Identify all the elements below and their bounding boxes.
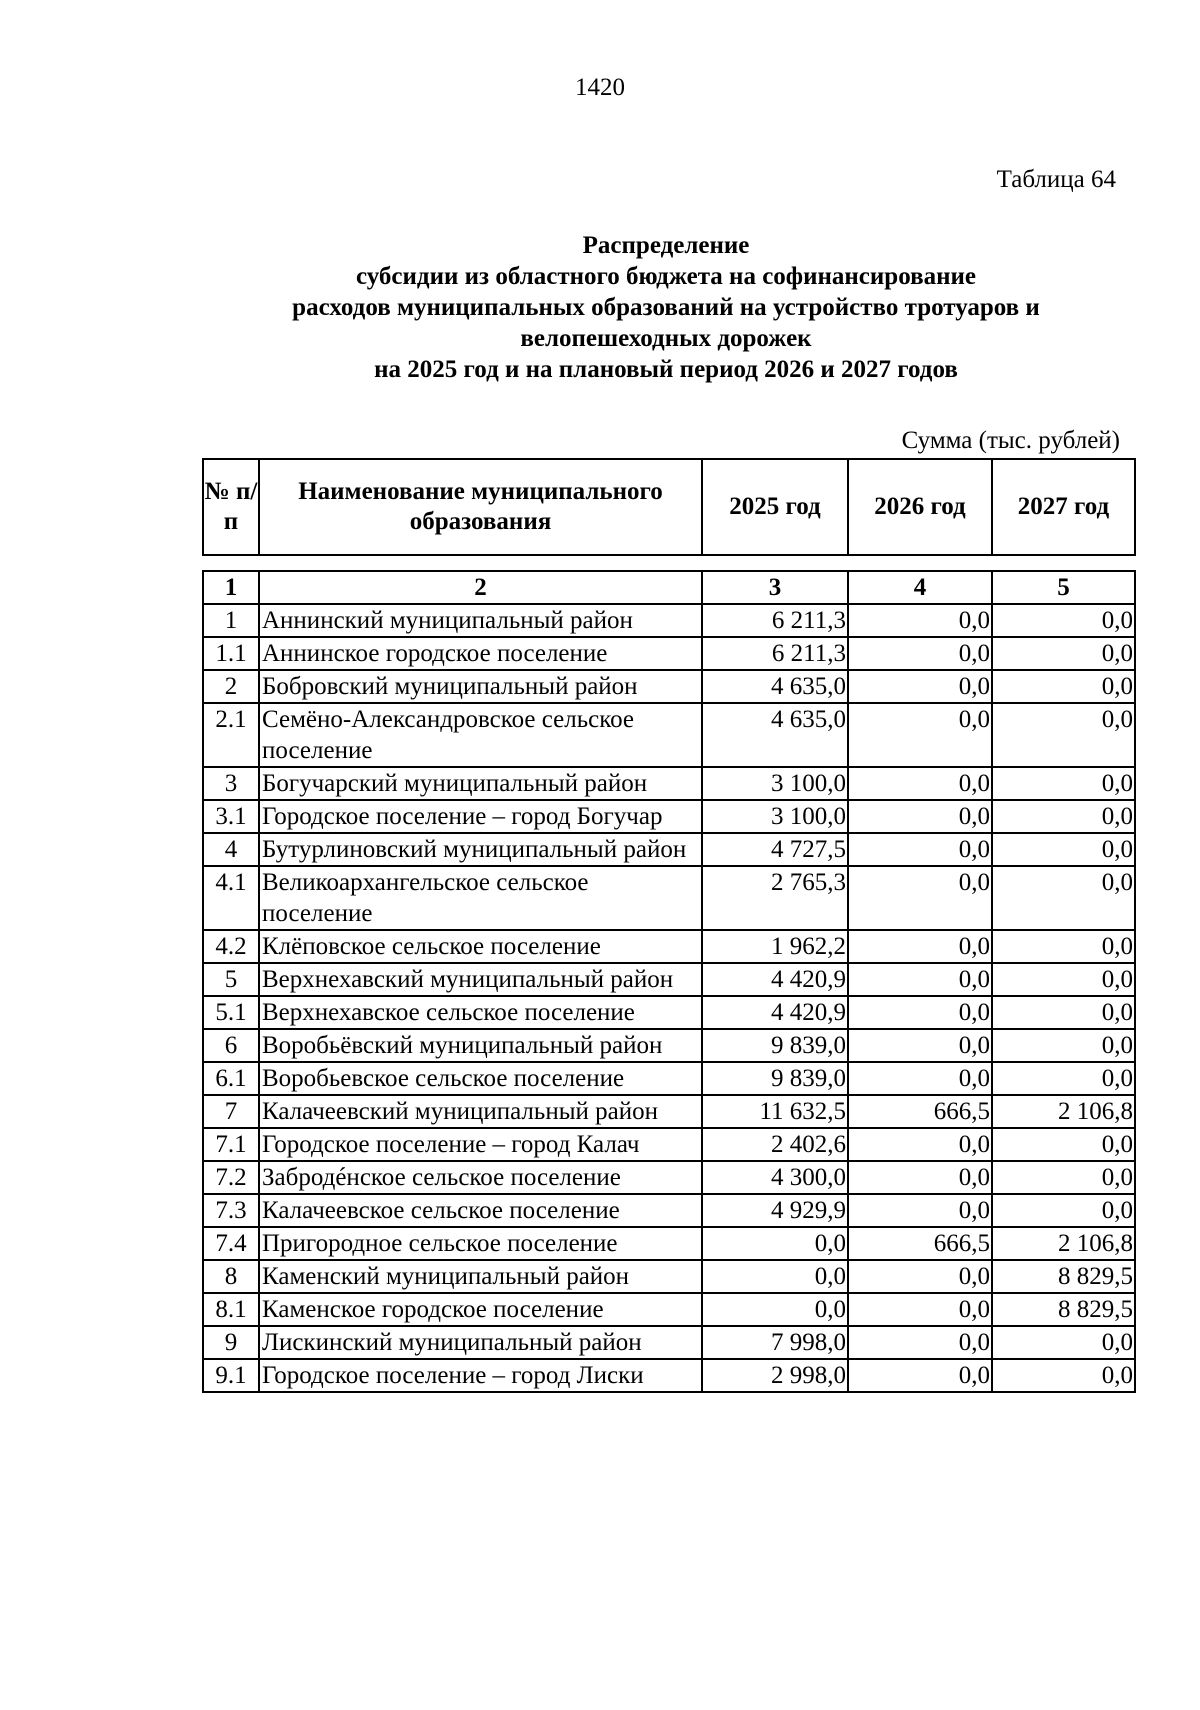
municipality-name: Лискинский муниципальный район (259, 1326, 702, 1359)
value-2027: 2 106,8 (992, 1227, 1135, 1260)
table-row (203, 1194, 1135, 1227)
value-2026: 0,0 (848, 670, 992, 703)
value-2027: 0,0 (992, 1326, 1135, 1359)
value-2027: 0,0 (992, 866, 1135, 930)
municipality-name: Верхнехавский муниципальный район (259, 963, 702, 996)
value-2027: 0,0 (992, 1128, 1135, 1161)
header-2025: 2025 год (702, 459, 848, 555)
municipality-name: Пригородное сельское поселение (259, 1227, 702, 1260)
value-2026: 0,0 (848, 767, 992, 800)
municipality-name: Городское поселение – город Калач (259, 1128, 702, 1161)
row-number: 6 (203, 1029, 259, 1062)
value-2025: 4 635,0 (702, 703, 848, 767)
value-2026: 0,0 (848, 833, 992, 866)
value-2025: 6 211,3 (702, 637, 848, 670)
row-number: 5 (203, 963, 259, 996)
value-2026: 0,0 (848, 1359, 992, 1392)
table-row (203, 604, 1135, 637)
municipality-name: Городское поселение – город Лиски (259, 1359, 702, 1392)
value-2027: 8 829,5 (992, 1293, 1135, 1326)
row-number: 7.4 (203, 1227, 259, 1260)
value-2025: 3 100,0 (702, 767, 848, 800)
title-line: Распределение (582, 232, 750, 259)
header-name: Наименование муниципального образования (259, 459, 702, 555)
value-2026: 0,0 (848, 1161, 992, 1194)
value-2026: 666,5 (848, 1095, 992, 1128)
row-number: 6.1 (203, 1062, 259, 1095)
value-2027: 8 829,5 (992, 1260, 1135, 1293)
municipality-name: Калачеевское сельское поселение (259, 1194, 702, 1227)
value-2025: 4 300,0 (702, 1161, 848, 1194)
value-2025: 0,0 (702, 1293, 848, 1326)
table-row (203, 1227, 1135, 1260)
value-2025: 0,0 (702, 1260, 848, 1293)
value-2026: 0,0 (848, 1128, 992, 1161)
table-row (203, 1260, 1135, 1293)
municipality-name: Аннинское городское поселение (259, 637, 702, 670)
value-2026: 0,0 (848, 963, 992, 996)
value-2027: 0,0 (992, 930, 1135, 963)
value-2026: 0,0 (848, 800, 992, 833)
table-label: Таблица 64 (996, 166, 1116, 193)
value-2025: 11 632,5 (702, 1095, 848, 1128)
value-2026: 0,0 (848, 1194, 992, 1227)
value-2027: 0,0 (992, 1161, 1135, 1194)
municipality-name: Аннинский муниципальный район (259, 604, 702, 637)
row-number: 4.1 (203, 866, 259, 930)
table-row (203, 866, 1135, 930)
title-line: расходов муниципальных образований на устройство тротуаров и (292, 294, 1040, 321)
header-2027: 2027 год (992, 459, 1135, 555)
table-row (203, 1161, 1135, 1194)
municipality-name: Бобровский муниципальный район (259, 670, 702, 703)
table-row (203, 833, 1135, 866)
row-number: 4.2 (203, 930, 259, 963)
column-index: 4 (848, 571, 992, 604)
table-row (203, 996, 1135, 1029)
table-row (203, 930, 1135, 963)
row-number: 1.1 (203, 637, 259, 670)
municipality-name: Бутурлиновский муниципальный район (259, 833, 702, 866)
row-number: 5.1 (203, 996, 259, 1029)
table-row (203, 637, 1135, 670)
municipality-name: Воробьёвский муниципальный район (259, 1029, 702, 1062)
value-2027: 0,0 (992, 800, 1135, 833)
value-2025: 4 929,9 (702, 1194, 848, 1227)
value-2026: 0,0 (848, 1062, 992, 1095)
row-number: 7 (203, 1095, 259, 1128)
table-row (203, 703, 1135, 767)
value-2025: 2 765,3 (702, 866, 848, 930)
value-2027: 0,0 (992, 637, 1135, 670)
units-label: Сумма (тыс. рублей) (901, 427, 1120, 454)
municipality-name: Семёно-Александровское сельское поселение (259, 703, 702, 767)
table-row (203, 1095, 1135, 1128)
header-2026: 2026 год (848, 459, 992, 555)
value-2025: 7 998,0 (702, 1326, 848, 1359)
value-2025: 4 420,9 (702, 996, 848, 1029)
table-row (203, 963, 1135, 996)
municipality-name: Великоархангельское сельское поселение (259, 866, 702, 930)
value-2027: 0,0 (992, 703, 1135, 767)
value-2026: 0,0 (848, 1029, 992, 1062)
value-2027: 0,0 (992, 833, 1135, 866)
value-2027: 0,0 (992, 1062, 1135, 1095)
value-2027: 0,0 (992, 963, 1135, 996)
table-row (203, 1128, 1135, 1161)
value-2026: 0,0 (848, 1260, 992, 1293)
value-2025: 0,0 (702, 1227, 848, 1260)
value-2026: 0,0 (848, 1293, 992, 1326)
value-2025: 1 962,2 (702, 930, 848, 963)
title-line: велопешеходных дорожек (520, 325, 812, 352)
value-2026: 0,0 (848, 703, 992, 767)
row-number: 9 (203, 1326, 259, 1359)
row-number: 7.1 (203, 1128, 259, 1161)
row-number: 8.1 (203, 1293, 259, 1326)
value-2027: 0,0 (992, 670, 1135, 703)
value-2027: 0,0 (992, 604, 1135, 637)
value-2026: 666,5 (848, 1227, 992, 1260)
row-number: 9.1 (203, 1359, 259, 1392)
header-num: № п/п (203, 459, 259, 555)
table-row (203, 767, 1135, 800)
value-2027: 0,0 (992, 1029, 1135, 1062)
table-row (203, 1062, 1135, 1095)
document-title (0, 230, 1200, 385)
municipality-name: Воробьевское сельское поселение (259, 1062, 702, 1095)
row-number: 1 (203, 604, 259, 637)
row-number: 3.1 (203, 800, 259, 833)
column-index-row (203, 571, 1135, 604)
municipality-name: Богучарский муниципальный район (259, 767, 702, 800)
value-2025: 2 402,6 (702, 1128, 848, 1161)
table-row (203, 1029, 1135, 1062)
value-2025: 4 635,0 (702, 670, 848, 703)
row-number: 4 (203, 833, 259, 866)
table-row (203, 1326, 1135, 1359)
row-number: 2 (203, 670, 259, 703)
row-number: 8 (203, 1260, 259, 1293)
municipality-name: Верхнехавское сельское поселение (259, 996, 702, 1029)
value-2026: 0,0 (848, 604, 992, 637)
value-2025: 9 839,0 (702, 1062, 848, 1095)
value-2025: 4 420,9 (702, 963, 848, 996)
table-row (203, 1359, 1135, 1392)
municipality-name: Городское поселение – город Богучар (259, 800, 702, 833)
row-number: 7.3 (203, 1194, 259, 1227)
municipality-name: Забродéнское сельское поселение (259, 1161, 702, 1194)
row-number: 2.1 (203, 703, 259, 767)
value-2025: 9 839,0 (702, 1029, 848, 1062)
municipality-name: Калачеевский муниципальный район (259, 1095, 702, 1128)
title-line: на 2025 год и на плановый период 2026 и 2027 годов (374, 356, 958, 383)
row-number: 3 (203, 767, 259, 800)
value-2027: 2 106,8 (992, 1095, 1135, 1128)
value-2027: 0,0 (992, 767, 1135, 800)
table-row (203, 670, 1135, 703)
page-number: 1420 (575, 74, 625, 101)
column-index: 5 (992, 571, 1135, 604)
value-2025: 2 998,0 (702, 1359, 848, 1392)
table-header (202, 458, 1136, 556)
title-line: субсидии из областного бюджета на софинансирование (355, 263, 976, 290)
value-2025: 6 211,3 (702, 604, 848, 637)
value-2025: 3 100,0 (702, 800, 848, 833)
municipality-name: Каменское городское поселение (259, 1293, 702, 1326)
row-number: 7.2 (203, 1161, 259, 1194)
municipality-name: Каменский муниципальный район (259, 1260, 702, 1293)
value-2026: 0,0 (848, 1326, 992, 1359)
value-2026: 0,0 (848, 637, 992, 670)
value-2027: 0,0 (992, 1194, 1135, 1227)
value-2027: 0,0 (992, 996, 1135, 1029)
table-row (203, 800, 1135, 833)
municipality-name: Клёповское сельское поселение (259, 930, 702, 963)
table-row (203, 1293, 1135, 1326)
subsidy-table (202, 570, 1136, 1393)
value-2026: 0,0 (848, 996, 992, 1029)
value-2027: 0,0 (992, 1359, 1135, 1392)
column-index: 2 (259, 571, 702, 604)
column-index: 3 (702, 571, 848, 604)
column-index: 1 (203, 571, 259, 604)
value-2026: 0,0 (848, 930, 992, 963)
value-2025: 4 727,5 (702, 833, 848, 866)
value-2026: 0,0 (848, 866, 992, 930)
